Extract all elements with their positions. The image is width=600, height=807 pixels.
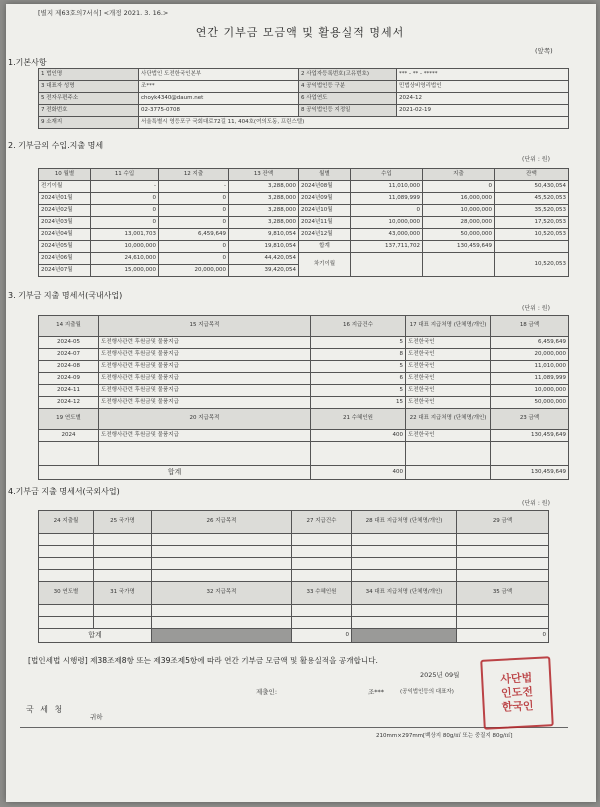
cell: 도전한국인 xyxy=(406,361,491,373)
label: 2 사업자등록번호(고유번호) xyxy=(299,69,397,81)
table-row xyxy=(39,229,569,241)
cell xyxy=(457,605,549,617)
cell: - xyxy=(91,181,159,193)
column-header: 13 잔액 xyxy=(229,169,299,181)
cell xyxy=(457,617,549,629)
cell: 2024년05월 xyxy=(39,241,91,253)
cell: 2024년10월 xyxy=(299,205,351,217)
value: *** - ** - ***** xyxy=(397,69,569,81)
cell: 11,089,999 xyxy=(491,373,569,385)
cell: 2024-08 xyxy=(39,361,99,373)
cell: 합계 xyxy=(299,241,351,253)
cell xyxy=(152,534,292,546)
cell: 0 xyxy=(292,629,352,643)
column-header: 27 지급건수 xyxy=(292,511,352,534)
label: 9 소재지 xyxy=(39,117,139,129)
cell xyxy=(292,570,352,582)
cell: 400 xyxy=(311,466,406,480)
cell: 2024년06월 xyxy=(39,253,91,265)
cell: 45,520,053 xyxy=(495,193,569,205)
cell: 5 xyxy=(311,337,406,349)
cell: 3,288,000 xyxy=(229,193,299,205)
table-row xyxy=(39,397,569,409)
cell xyxy=(39,546,94,558)
column-header: 수입 xyxy=(351,169,423,181)
cell: 2024년04월 xyxy=(39,229,91,241)
cell: 10,000,000 xyxy=(423,205,495,217)
cell: 2024년07월 xyxy=(39,265,91,277)
submitter-name: 조*** xyxy=(368,688,385,696)
column-header: 19 연도별 xyxy=(39,409,99,430)
cell: 2024-11 xyxy=(39,385,99,397)
column-header: 12 지출 xyxy=(159,169,229,181)
column-header: 25 국가명 xyxy=(94,511,152,534)
cell xyxy=(352,546,457,558)
cell xyxy=(457,534,549,546)
cell: 2024-05 xyxy=(39,337,99,349)
cell xyxy=(352,629,457,643)
cell: 11,010,000 xyxy=(351,181,423,193)
column-header: 35 금액 xyxy=(457,582,549,605)
cell: 0 xyxy=(159,217,229,229)
table-row xyxy=(39,217,569,229)
unit-label: (단위 : 원) xyxy=(522,500,550,507)
cell: 24,610,000 xyxy=(91,253,159,265)
cell xyxy=(39,617,94,629)
cell: 2024년03월 xyxy=(39,217,91,229)
cell: 합계 xyxy=(39,466,311,480)
cell: 2024년08월 xyxy=(299,181,351,193)
cell: 도전한국인 xyxy=(406,337,491,349)
cell: 15,000,000 xyxy=(91,265,159,277)
label: 3 대표자 성명 xyxy=(39,81,139,93)
value: choyk4340@daum.net xyxy=(139,93,299,105)
cell: 16,000,000 xyxy=(423,193,495,205)
cell: 합계 xyxy=(39,629,152,643)
table-row xyxy=(39,361,569,373)
label: 6 사업연도 xyxy=(299,93,397,105)
cell: 11,010,000 xyxy=(491,361,569,373)
label: 8 공익법인등 지정일 xyxy=(299,105,397,117)
cell xyxy=(94,558,152,570)
cell xyxy=(457,558,549,570)
paper-spec: 210mm×297mm[백상지 80g/㎡ 또는 중질지 80g/㎡] xyxy=(376,733,513,739)
cell: 2024-07 xyxy=(39,349,99,361)
column-header: 22 대표 지급처명 (단체명/개인) xyxy=(406,409,491,430)
column-header: 23 금액 xyxy=(491,409,569,430)
page-title: 연간 기부금 모금액 및 활용실적 명세서 xyxy=(195,26,405,39)
section3-title: 3. 기부금 지출 명세서(국내사업) xyxy=(8,291,123,300)
cell xyxy=(39,558,94,570)
column-header: 33 수혜인원 xyxy=(292,582,352,605)
cell: 0 xyxy=(91,205,159,217)
column-header: 18 금액 xyxy=(491,316,569,337)
table-row xyxy=(39,373,569,385)
cell: 19,810,054 xyxy=(229,241,299,253)
section4-title: 4.기부금 지출 명세서(국외사업) xyxy=(8,487,120,496)
label: 1 법인명 xyxy=(39,69,139,81)
recipient-agency: 국 세 청 xyxy=(26,705,65,714)
cell xyxy=(39,605,94,617)
cell xyxy=(94,617,152,629)
cell xyxy=(292,546,352,558)
label: 7 전화번호 xyxy=(39,105,139,117)
table-row xyxy=(39,337,569,349)
cell xyxy=(406,466,491,480)
table-row xyxy=(39,205,569,217)
cell: 전기이월 xyxy=(39,181,91,193)
cell: 2024년02월 xyxy=(39,205,91,217)
cell xyxy=(152,605,292,617)
cell: 43,000,000 xyxy=(351,229,423,241)
law-statement: [법인세법 시행령] 제38조제8항 또는 제39조제5항에 따라 연간 기부금 모금액 및 활용실적을 공개합니다. xyxy=(28,656,378,665)
page-note: (앞쪽) xyxy=(535,47,553,55)
table-row xyxy=(39,385,569,397)
cell: 50,430,054 xyxy=(495,181,569,193)
column-header: 26 지급목적 xyxy=(152,511,292,534)
cell: 도전행사관련 후원금및 물품지급 xyxy=(99,349,311,361)
cell: 6,459,649 xyxy=(159,229,229,241)
cell: 20,000,000 xyxy=(159,265,229,277)
cell: 130,459,649 xyxy=(491,466,569,480)
domestic-expense-table xyxy=(38,315,569,480)
cell xyxy=(292,558,352,570)
cell xyxy=(292,617,352,629)
cell: 0 xyxy=(159,193,229,205)
column-header: 21 수혜인원 xyxy=(311,409,406,430)
column-header: 11 수입 xyxy=(91,169,159,181)
cell xyxy=(152,617,292,629)
cell xyxy=(423,253,495,277)
cell xyxy=(39,570,94,582)
table-row xyxy=(39,181,569,193)
cell xyxy=(94,534,152,546)
cell xyxy=(352,605,457,617)
value: 2021-02-19 xyxy=(397,105,569,117)
cell: 10,520,053 xyxy=(495,253,569,277)
cell: 10,000,000 xyxy=(491,385,569,397)
column-header: 16 지급건수 xyxy=(311,316,406,337)
value: 2024-12 xyxy=(397,93,569,105)
cell: 2024 xyxy=(39,430,99,442)
column-header: 32 지급목적 xyxy=(152,582,292,605)
cell xyxy=(351,253,423,277)
cell xyxy=(352,558,457,570)
cell: 15 xyxy=(311,397,406,409)
seal-note: (공익법인등의 대표자) xyxy=(400,689,454,695)
cell: 5 xyxy=(311,361,406,373)
label: 4 공익법인등 구분 xyxy=(299,81,397,93)
column-header: 10 월별 xyxy=(39,169,91,181)
cell: 0 xyxy=(457,629,549,643)
basic-info-table xyxy=(38,68,569,129)
cell xyxy=(457,546,549,558)
cell: 20,000,000 xyxy=(491,349,569,361)
column-header: 20 지급목적 xyxy=(99,409,311,430)
cell: 0 xyxy=(423,181,495,193)
cell: 0 xyxy=(91,193,159,205)
cell xyxy=(352,570,457,582)
value: 민법상비영리법인 xyxy=(397,81,569,93)
cell xyxy=(94,546,152,558)
cell: 130,459,649 xyxy=(423,241,495,253)
cell: 3,288,000 xyxy=(229,181,299,193)
cell: 50,000,000 xyxy=(423,229,495,241)
cell xyxy=(292,534,352,546)
value: 사단법인 도전한국인본부 xyxy=(139,69,299,81)
cell xyxy=(94,605,152,617)
cell: 도전행사관련 후원금및 물품지급 xyxy=(99,397,311,409)
column-header: 30 연도별 xyxy=(39,582,94,605)
cell: 39,420,054 xyxy=(229,265,299,277)
cell: 0 xyxy=(351,205,423,217)
submission-date: 2025년 09월 xyxy=(420,671,460,679)
form-number: [별지 제63호의7서식] <개정 2021. 3. 16.> xyxy=(38,9,169,17)
column-header: 28 대표 지급처명 (단체명/개인) xyxy=(352,511,457,534)
cell: 도전행사관련 후원금및 물품지급 xyxy=(99,361,311,373)
cell: 도전한국인 xyxy=(406,430,491,442)
cell: 도전행사관련 후원금및 물품지급 xyxy=(99,373,311,385)
column-header: 29 금액 xyxy=(457,511,549,534)
cell: 8 xyxy=(311,349,406,361)
column-header: 월별 xyxy=(299,169,351,181)
cell: 도전행사관련 후원금및 물품지급 xyxy=(99,430,311,442)
cell: - xyxy=(159,181,229,193)
section1-title: 1.기본사항 xyxy=(8,58,47,67)
cell: 도전한국인 xyxy=(406,397,491,409)
cell: 0 xyxy=(159,241,229,253)
cell xyxy=(152,629,292,643)
cell: 400 xyxy=(311,430,406,442)
cell: 3,288,000 xyxy=(229,217,299,229)
value: 조*** xyxy=(139,81,299,93)
column-header: 14 지출월 xyxy=(39,316,99,337)
table-row xyxy=(39,241,569,253)
cell xyxy=(292,605,352,617)
cell xyxy=(152,558,292,570)
column-header: 잔액 xyxy=(495,169,569,181)
cell: 2024년01월 xyxy=(39,193,91,205)
cell: 3,288,000 xyxy=(229,205,299,217)
column-header: 24 지출월 xyxy=(39,511,94,534)
column-header: 17 대표 지급처명 (단체명/개인) xyxy=(406,316,491,337)
cell: 44,420,054 xyxy=(229,253,299,265)
cell: 2024-12 xyxy=(39,397,99,409)
cell: 17,520,053 xyxy=(495,217,569,229)
unit-label: (단위 : 원) xyxy=(522,156,550,163)
cell: 차기이월 xyxy=(299,253,351,277)
table-row xyxy=(39,253,569,265)
cell: 13,001,703 xyxy=(91,229,159,241)
cell xyxy=(94,570,152,582)
cell xyxy=(152,546,292,558)
cell: 2024-09 xyxy=(39,373,99,385)
cell: 9,810,054 xyxy=(229,229,299,241)
unit-label: (단위 : 원) xyxy=(522,305,550,312)
cell: 도전행사관련 후원금및 물품지급 xyxy=(99,385,311,397)
cell: 2024년12월 xyxy=(299,229,351,241)
cell xyxy=(152,570,292,582)
cell: 28,000,000 xyxy=(423,217,495,229)
cell: 0 xyxy=(91,217,159,229)
cell: 130,459,649 xyxy=(491,430,569,442)
cell xyxy=(406,442,491,466)
cell: 0 xyxy=(159,253,229,265)
cell: 6 xyxy=(311,373,406,385)
cell: 도전행사관련 후원금및 물품지급 xyxy=(99,337,311,349)
cell: 10,000,000 xyxy=(91,241,159,253)
table-row xyxy=(39,349,569,361)
submitter-label: 제출인: xyxy=(256,688,278,696)
label: 5 전자우편주소 xyxy=(39,93,139,105)
cell xyxy=(491,442,569,466)
cell xyxy=(39,534,94,546)
cell: 10,000,000 xyxy=(351,217,423,229)
official-seal: 사단법 인도전 한국인 xyxy=(480,656,554,730)
income-expense-table xyxy=(38,168,569,277)
cell: 6,459,649 xyxy=(491,337,569,349)
cell: 137,711,702 xyxy=(351,241,423,253)
cell: 11,089,999 xyxy=(351,193,423,205)
cell: 35,520,053 xyxy=(495,205,569,217)
column-header: 34 대표 지급처명 (단체명/개인) xyxy=(352,582,457,605)
cell: 도전한국인 xyxy=(406,349,491,361)
cell: 2024년09월 xyxy=(299,193,351,205)
overseas-expense-table xyxy=(38,510,549,643)
cell xyxy=(311,442,406,466)
recipient-suffix: 귀하 xyxy=(90,713,103,721)
cell xyxy=(39,442,99,466)
cell: 도전한국인 xyxy=(406,373,491,385)
table-row xyxy=(39,193,569,205)
cell: 0 xyxy=(159,205,229,217)
cell: 50,000,000 xyxy=(491,397,569,409)
value: 서울특별시 영등포구 국회대로72길 11, 404호(여의도동, 프린스텔) xyxy=(139,117,569,129)
cell: 2024년11월 xyxy=(299,217,351,229)
cell: 10,520,053 xyxy=(495,229,569,241)
section2-title: 2. 기부금의 수입.지출 명세 xyxy=(8,141,104,150)
cell xyxy=(352,617,457,629)
column-header: 15 지급목적 xyxy=(99,316,311,337)
value: 02-3775-0708 xyxy=(139,105,299,117)
cell: 5 xyxy=(311,385,406,397)
cell xyxy=(495,241,569,253)
cell xyxy=(99,442,311,466)
column-header: 31 국가명 xyxy=(94,582,152,605)
column-header: 지출 xyxy=(423,169,495,181)
cell xyxy=(457,570,549,582)
cell: 도전한국인 xyxy=(406,385,491,397)
cell xyxy=(352,534,457,546)
